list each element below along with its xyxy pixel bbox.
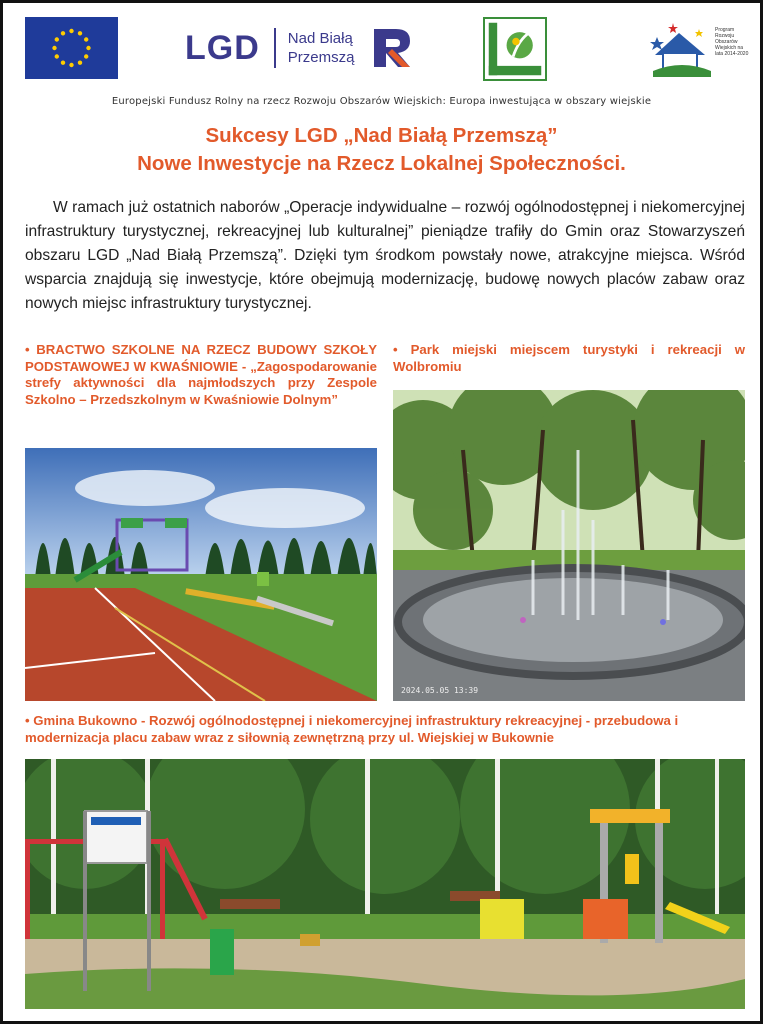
prow-text: Program Rozwoju Obszarów Wiejskich na lata 2014-2020 [715, 27, 749, 57]
lgd-logo [185, 23, 412, 73]
prow-logo-icon [649, 19, 715, 79]
lgd-acronym: LGD [185, 28, 260, 67]
project-caption-kwasniow: • BRACTWO SZKOLNE NA RZECZ BUDOWY SZKOŁY PODSTAWOWEJ W KWAŚNIOWIE - „Zagospodarowanie strefy aktywności dla najmłodszych przy Zespole Szkolno – Przedszkolnym w Kwaśniowie Dolnym” [25, 342, 377, 407]
lgd-separator [274, 28, 276, 68]
intro-paragraph: W ramach już ostatnich naborów „Operacje indywidualne – rozwój ogólnodostępnej i niekomercyjnej infrastruktury turystycznej, rekreacyjnej lub kulturalnej” pieniądze trafiły do Gmin oraz Stowarzyszeń obszaru LGD „Nad Białą Przemszą”. Dzięki tym środkom powstały nowe, atrakcyjne miejsca. Wśród wsparcia znajdują się inwestycje, które obejmują modernizację, budowę nowych placów zabaw oraz nowych miejsc infrastruktury turystycznej. [25, 199, 745, 312]
leader-logo-icon [483, 17, 547, 81]
title-line-1: Sukcesy LGD „Nad Białą Przemszą” [205, 124, 558, 147]
project-caption-bukowno: • Gmina Bukowno - Rozwój ogólnodostępnej i niekomercyjnej infrastruktury rekreacyjnej - przebudowa i modernizacja placu zabaw wraz z siłownią zewnętrzną przy ul. Wiejskiej w Bukownie [25, 713, 679, 745]
photo-timestamp: 2024.05.05 13:39 [401, 686, 479, 695]
lgd-name: Nad Białą Przemszą [287, 30, 355, 66]
prow-logo [649, 19, 749, 79]
title-line-2: Nowe Inwestycje na Rzecz Lokalnej Społeczności. [137, 152, 626, 175]
efrr-line: Europejski Fundusz Rolny na rzecz Rozwoju Obszarów Wiejskich: Europa inwestująca w obszary wiejskie [111, 96, 652, 107]
page-title [3, 122, 760, 178]
eu-flag-icon [25, 17, 118, 79]
photo-kwasniow-playground [25, 448, 377, 701]
project-caption-wolbrom: • Park miejski miejscem turystyki i rekreacji w Wolbromiu [393, 342, 745, 374]
lgd-mark-icon [372, 27, 412, 69]
photo-wolbrom-fountain [393, 390, 745, 701]
photo-bukowno-playground [25, 759, 745, 1009]
